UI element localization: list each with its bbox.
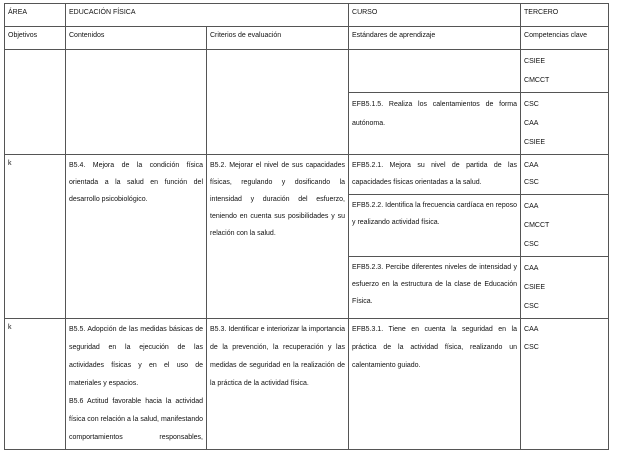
estandar-cell: EFB5.2.3. Percibe diferentes niveles de intensidad y esfuerzo en la estructura de la clase de Educación Física. xyxy=(349,257,521,319)
curso-value: TERCERO xyxy=(521,4,609,27)
competencia-item: CSC xyxy=(524,101,539,108)
estandares-header: Estándares de aprendizaje xyxy=(349,27,521,50)
estandar-cell: EFB5.3.1. Tiene en cuenta la seguridad en la práctica de la actividad física, realizando un calentamiento guiado. xyxy=(349,319,521,450)
contenido-paragraph: B5.5. Adopción de las medidas básicas de seguridad en la ejecución de las actividades físicas y en el uso de materiales y espacios. xyxy=(69,326,203,387)
competencias-cell xyxy=(521,93,609,155)
competencia-item: CSIEE xyxy=(524,139,546,146)
area-value: EDUCACIÓN FÍSICA xyxy=(66,4,349,27)
competencias-cell xyxy=(521,50,609,93)
competencia-item: CAA xyxy=(524,203,539,210)
competencia-item: CAA xyxy=(524,265,539,272)
curso-label: CURSO xyxy=(349,4,521,27)
objetivos-header: Objetivos xyxy=(5,27,66,50)
competencia-item: CSC xyxy=(524,241,539,248)
criterio-cell: B5.3. Identificar e interiorizar la importancia de la prevención, la recuperación y las medidas de seguridad en la realización de la práctica de la actividad física. xyxy=(207,319,349,450)
area-label: ÁREA xyxy=(5,4,66,27)
criterios-header: Criterios de evaluación xyxy=(207,27,349,50)
competencia-item: CSIEE xyxy=(524,284,546,291)
competencia-item: CAA xyxy=(524,162,539,169)
competencia-item: CSC xyxy=(524,303,539,310)
competencia-item: CAA xyxy=(524,326,539,333)
table-row xyxy=(5,319,609,450)
objetivo-cell: k xyxy=(5,319,66,450)
estandar-cell: EFB5.1.5. Realiza los calentamientos de forma autónoma. xyxy=(349,93,521,155)
contenido-cell xyxy=(66,50,207,155)
estandar-cell xyxy=(349,50,521,93)
competencia-item: CSC xyxy=(524,344,539,351)
criterio-cell: B5.2. Mejorar el nivel de sus capacidades físicas, regulando y dosificando la intensidad y duración del esfuerzo, teniendo en cuenta sus posibilidades y su relación con la salud. xyxy=(207,155,349,319)
competencias-header: Competencias clave xyxy=(521,27,609,50)
objetivo-cell: k xyxy=(5,155,66,319)
competencia-item: CAA xyxy=(524,120,539,127)
criterio-cell xyxy=(207,50,349,155)
curriculum-table xyxy=(4,3,609,450)
contenido-cell xyxy=(66,319,207,450)
contenido-cell: B5.4. Mejora de la condición física orientada a la salud en función del desarrollo psicobiológico. xyxy=(66,155,207,319)
competencias-cell xyxy=(521,155,609,195)
contenido-paragraph: B5.6 Actitud favorable hacia la actividad física con relación a la salud, manifestando comportamientos responsables, xyxy=(69,398,203,441)
estandar-cell: EFB5.2.1. Mejora su nivel de partida de las capacidades físicas orientadas a la salud. xyxy=(349,155,521,195)
competencia-item: CMCCT xyxy=(524,222,550,229)
header-row xyxy=(5,4,609,27)
contenidos-header: Contenidos xyxy=(66,27,207,50)
competencias-cell xyxy=(521,195,609,257)
estandar-cell: EFB5.2.2. Identifica la frecuencia cardíaca en reposo y realizando actividad física. xyxy=(349,195,521,257)
subheader-row xyxy=(5,27,609,50)
objetivo-cell xyxy=(5,50,66,155)
competencia-item: CSIEE xyxy=(524,58,546,65)
table-row xyxy=(5,155,609,195)
competencia-item: CSC xyxy=(524,179,539,186)
competencia-item: CMCCT xyxy=(524,77,550,84)
competencias-cell xyxy=(521,257,609,319)
competencias-cell xyxy=(521,319,609,450)
table-row xyxy=(5,50,609,93)
